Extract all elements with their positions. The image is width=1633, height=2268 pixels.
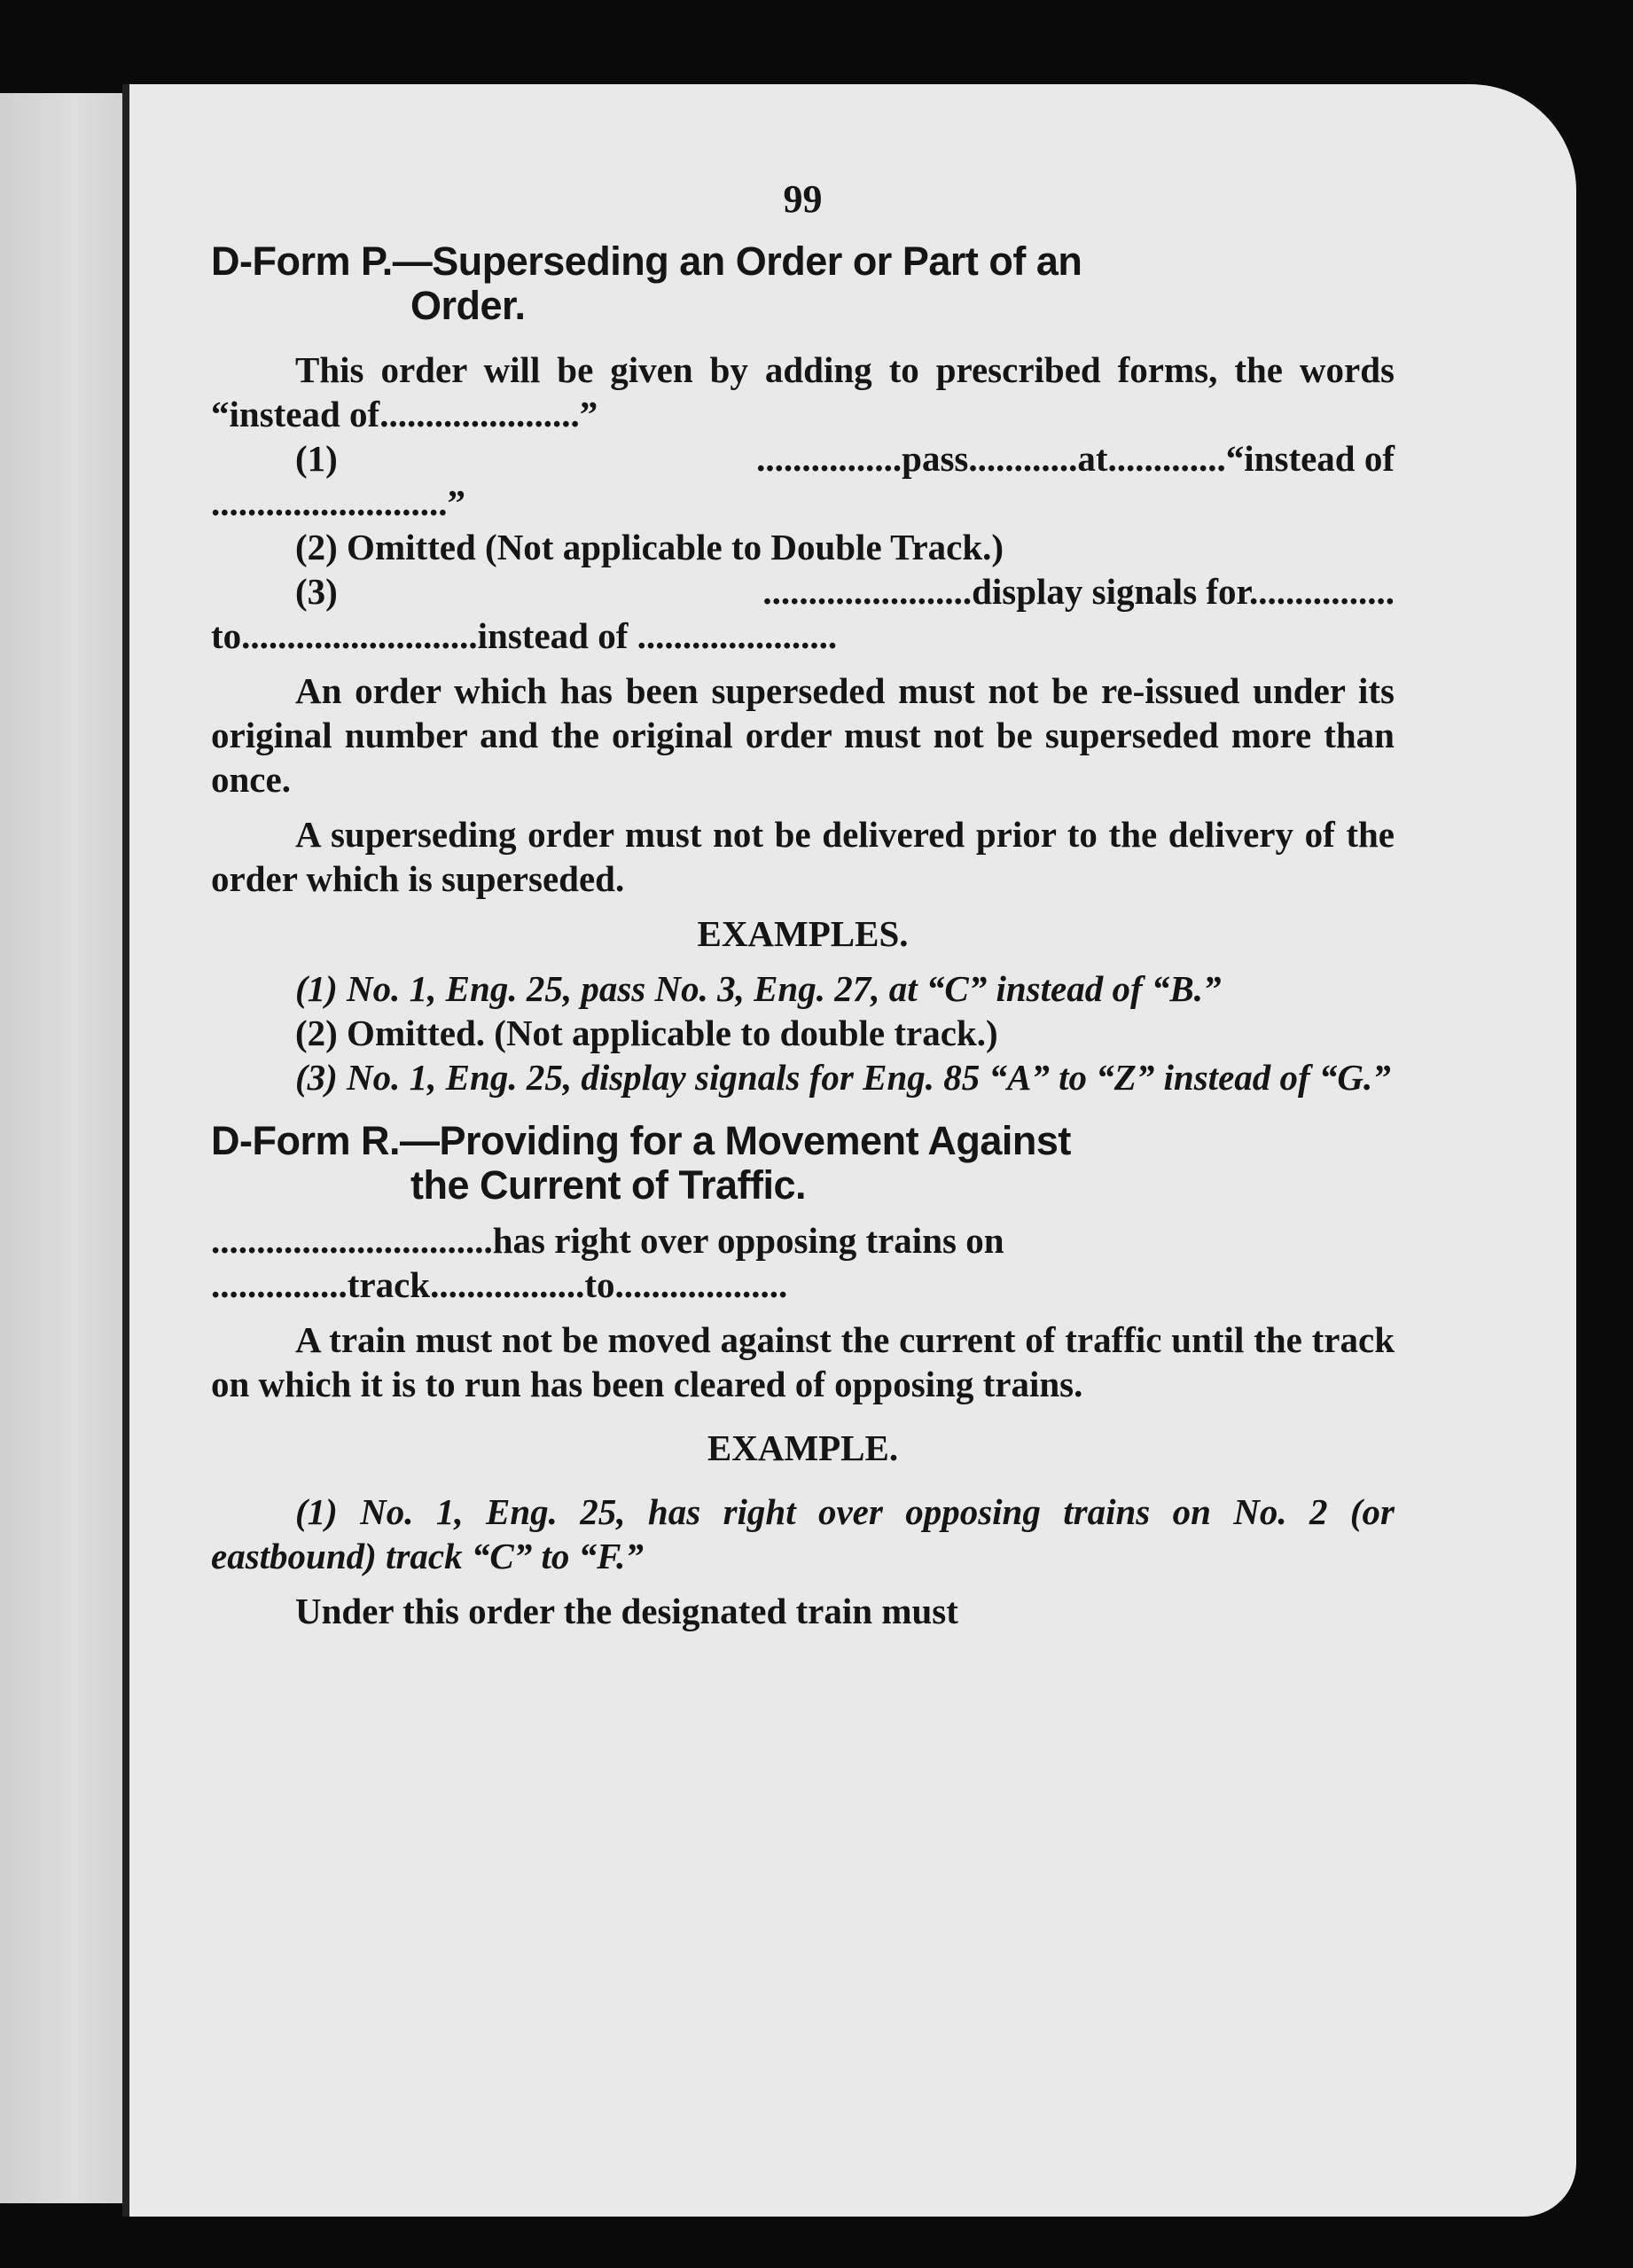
form-p-line3-cont: to..........................instead of ...................... <box>211 615 838 656</box>
form-p-heading <box>211 239 1395 328</box>
form-p-line2: (2) Omitted (Not applicable to Double Track.) <box>295 527 1004 567</box>
form-p-heading-line2: Order. <box>410 283 526 328</box>
page-number: 99 <box>783 177 823 221</box>
form-p-intro: This order will be given by adding to prescribed forms, the words “instead of......................” <box>211 349 1395 434</box>
form-r-last-line: Under this order the designated train must <box>295 1591 958 1631</box>
form-p-line1 <box>211 436 1395 481</box>
form-p-line3-num: (3) <box>295 571 338 612</box>
page-content <box>211 0 1395 1633</box>
form-r-heading-line2: the Current of Traffic. <box>410 1162 807 1208</box>
example-title: EXAMPLE. <box>707 1427 899 1468</box>
form-r-line2: ...............track.................to................... <box>211 1264 788 1305</box>
form-r-line1: ...............................has right over opposing trains on <box>211 1220 1004 1261</box>
form-p-example-2: (2) Omitted. (Not applicable to double track.) <box>295 1013 998 1053</box>
left-page-edge <box>0 93 129 2203</box>
form-r-paragraph-1: A train must not be moved against the current of traffic until the track on which it is to run has been cleared of opposing trains. <box>211 1319 1395 1404</box>
form-p-line3-text: .......................display signals for................ <box>762 571 1395 612</box>
form-p-line1-text: ................pass............at.............“instead of <box>756 438 1395 479</box>
form-p-line3 <box>211 569 1395 614</box>
form-p-heading-line1: D-Form P.—Superseding an Order or Part of an <box>211 239 1082 284</box>
book-spine <box>122 84 129 2217</box>
form-p-paragraph-2: A superseding order must not be delivered prior to the delivery of the order which is superseded. <box>211 814 1395 899</box>
form-r-heading-line1: D-Form R.—Providing for a Movement Against <box>211 1118 1071 1163</box>
form-p-paragraph-1: An order which has been superseded must not be re-issued under its original number and the original order must not be superseded more than once. <box>211 670 1395 800</box>
examples-title: EXAMPLES. <box>697 913 909 954</box>
form-p-example-3: (3) No. 1, Eng. 25, display signals for Eng. 85 “A” to “Z” instead of “G.” <box>295 1057 1391 1098</box>
form-p-example-1: (1) No. 1, Eng. 25, pass No. 3, Eng. 27, at “C” instead of “B.” <box>295 968 1222 1009</box>
form-p-line1-cont: ..........................” <box>211 482 465 523</box>
form-p-line1-num: (1) <box>295 438 338 479</box>
form-r-heading <box>211 1119 1395 1208</box>
form-r-example-1: (1) No. 1, Eng. 25, has right over opposing trains on No. 2 (or eastbound) track “C” to “F.” <box>211 1491 1395 1576</box>
